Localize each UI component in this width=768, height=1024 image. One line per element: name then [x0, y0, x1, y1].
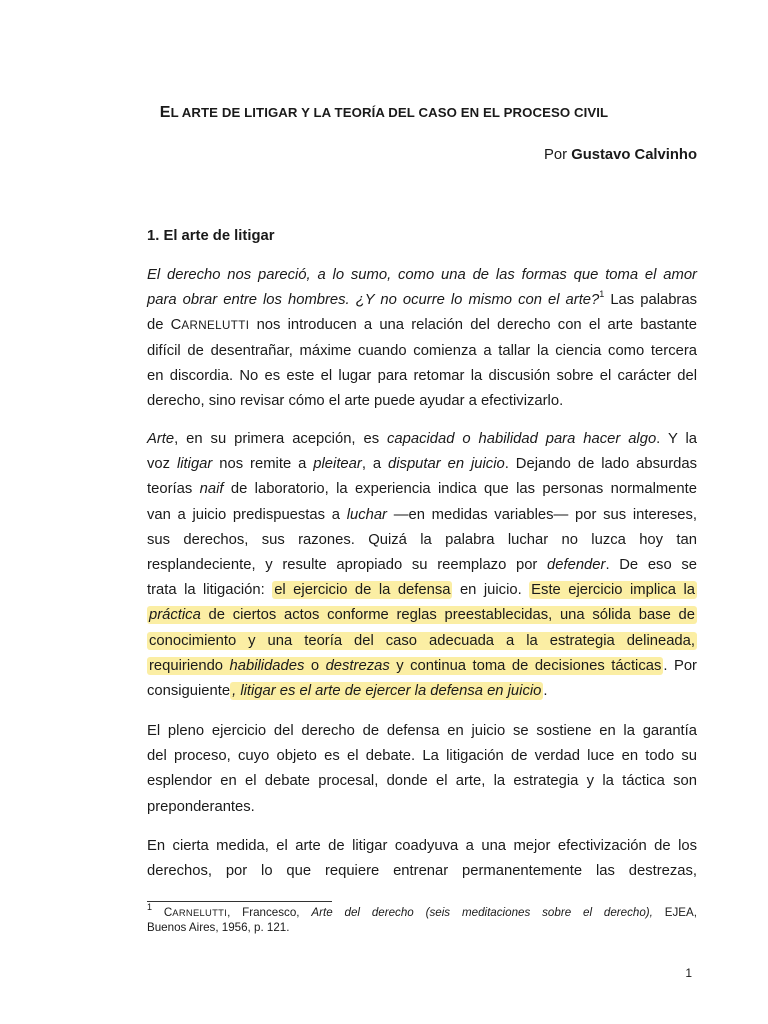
body-text: Las palabras: [604, 292, 697, 309]
section-heading: 1. El arte de litigar: [147, 228, 275, 244]
text-line: [147, 452, 697, 477]
highlight[interactable]: el ejercicio de la defensa: [274, 582, 451, 599]
body-text: . De eso se: [605, 556, 697, 573]
text-line: sus derechos, sus razones. Quizá la palabra luchar no luzca hoy tan: [147, 531, 697, 548]
document-title: [0, 104, 768, 122]
body-text: voz: [147, 456, 177, 473]
emph-text: litigar: [176, 456, 213, 473]
body-text: de ciertos actos conforme reglas preestablecidas, una sólida base de: [200, 607, 695, 624]
body-text: . Por: [663, 657, 697, 674]
footnote-divider: [147, 901, 332, 902]
text-line: [147, 313, 697, 338]
text-line: [147, 477, 697, 502]
body-text: , en su primera acepción, es: [174, 431, 388, 447]
text-line: difícil de desentrañar, máxime cuando comienza a tallar la ciencia como tercera: [147, 342, 697, 359]
text-line: [147, 427, 697, 452]
footnote-ref[interactable]: 1: [599, 289, 605, 300]
text-line: [147, 629, 697, 654]
footnote-text: , Francesco,: [227, 906, 312, 919]
text-line: En cierta medida, el arte de litigar coadyuva a una mejor efectivización de los: [147, 838, 697, 854]
body-text: de: [147, 317, 171, 334]
footnote-line: [147, 902, 697, 920]
author-smallcaps: ARNELUTTI: [172, 907, 228, 918]
emph-text: disputar en juicio: [388, 456, 505, 473]
byline-prefix: Por: [544, 147, 568, 163]
quote-text: para obrar entre los hombres. ¿Y no ocurre lo mismo con el arte?: [147, 292, 600, 309]
body-text: , a: [361, 456, 389, 473]
body-text: nos remite a: [212, 456, 314, 473]
page-number: 1: [685, 966, 692, 980]
body-text: consiguiente: [147, 682, 231, 699]
book-title: Arte del derecho (seis meditaciones sobre el derecho),: [311, 906, 653, 919]
author-smallcaps: ARNELUTTI: [181, 319, 250, 333]
text-line: [147, 654, 697, 679]
author-initial: C: [163, 906, 173, 919]
emph-text: naif: [199, 481, 224, 498]
author-name: Gustavo Calvinho: [571, 147, 697, 163]
body-text: .: [543, 682, 548, 699]
body-text: requiriendo: [149, 657, 230, 674]
text-line: [147, 503, 697, 528]
footnote-text: EJEA,: [652, 906, 697, 919]
paragraph-1: [147, 263, 697, 414]
body-text: en juicio.: [452, 582, 530, 599]
footnote-number: 1: [147, 902, 153, 913]
emph-text: luchar: [346, 506, 387, 523]
title-text: L ARTE DE LITIGAR Y LA TEORÍA DEL CASO EN EL PROCESO CIVIL: [170, 105, 609, 120]
body-text: de laboratorio, la experiencia indica que las personas normalmente: [223, 481, 697, 498]
text-line: derechos, por lo que requiere entrenar permanentemente las destrezas,: [147, 863, 697, 880]
body-text: o: [304, 657, 326, 674]
text-line: [147, 288, 697, 313]
text-line: derecho, sino revisar cómo el arte puede ayudar a efectivizarlo.: [147, 392, 564, 409]
author-initial: C: [170, 317, 182, 334]
emph-text: Arte: [147, 431, 175, 447]
text-line: preponderantes.: [147, 798, 255, 815]
text-line: [147, 263, 697, 288]
highlight[interactable]: Este ejercicio implica la: [531, 582, 696, 599]
title-initial: E: [159, 104, 171, 121]
body-text: . Y la: [656, 431, 697, 447]
text-line: [147, 578, 697, 603]
highlight[interactable]: [230, 682, 543, 700]
highlight[interactable]: conocimiento y una teoría del caso adecuada a la estrategia delineada,: [149, 632, 695, 649]
text-line: [147, 603, 697, 628]
text-line: en discordia. No es este el lugar para retomar la discusión sobre el carácter del: [147, 367, 697, 384]
paragraph-4: [147, 834, 697, 884]
body-text: trata la litigación:: [147, 582, 273, 599]
paragraph-3: [147, 719, 697, 820]
emph-text: habilidades: [229, 657, 305, 674]
text-line: del proceso, cuyo objeto es el debate. La litigación de verdad luce en todo su: [147, 748, 697, 765]
highlight[interactable]: [147, 657, 663, 675]
body-text: —en medidas variables— por sus intereses,: [387, 506, 697, 523]
text-line: [147, 553, 697, 578]
emph-text: práctica: [149, 607, 201, 624]
emph-text: , litigar es el arte de ejercer la defensa en juicio: [232, 682, 542, 699]
body-text: van a juicio predispuestas a: [147, 506, 347, 523]
body-text: teorías: [147, 481, 200, 498]
text-line: El pleno ejercicio del derecho de defensa en juicio se sostiene en la garantía: [147, 723, 697, 739]
text-line: [147, 679, 697, 704]
body-text: resplandeciente, y resulte apropiado su reemplazo por: [147, 556, 548, 573]
emph-text: defender: [547, 556, 606, 573]
author-byline: [544, 147, 697, 163]
body-text: . Dejando de lado absurdas: [504, 456, 698, 473]
body-text: nos introducen a una relación del derecho con el arte bastante: [249, 317, 697, 334]
emph-text: pleitear: [313, 456, 362, 473]
paragraph-2: [147, 427, 697, 704]
highlight[interactable]: [147, 606, 697, 624]
quote-text: El derecho nos pareció, a lo sumo, como una de las formas que toma el amor: [147, 267, 697, 283]
text-line: esplendor en el debate procesal, donde el arte, la estrategia y la táctica son: [147, 773, 697, 790]
emph-text: destrezas: [325, 657, 390, 674]
footnote: [147, 902, 697, 935]
emph-text: capacidad o habilidad para hacer algo: [387, 431, 657, 447]
body-text: y continua toma de decisiones tácticas: [389, 657, 662, 674]
footnote-line: Buenos Aires, 1956, p. 121.: [147, 921, 290, 934]
